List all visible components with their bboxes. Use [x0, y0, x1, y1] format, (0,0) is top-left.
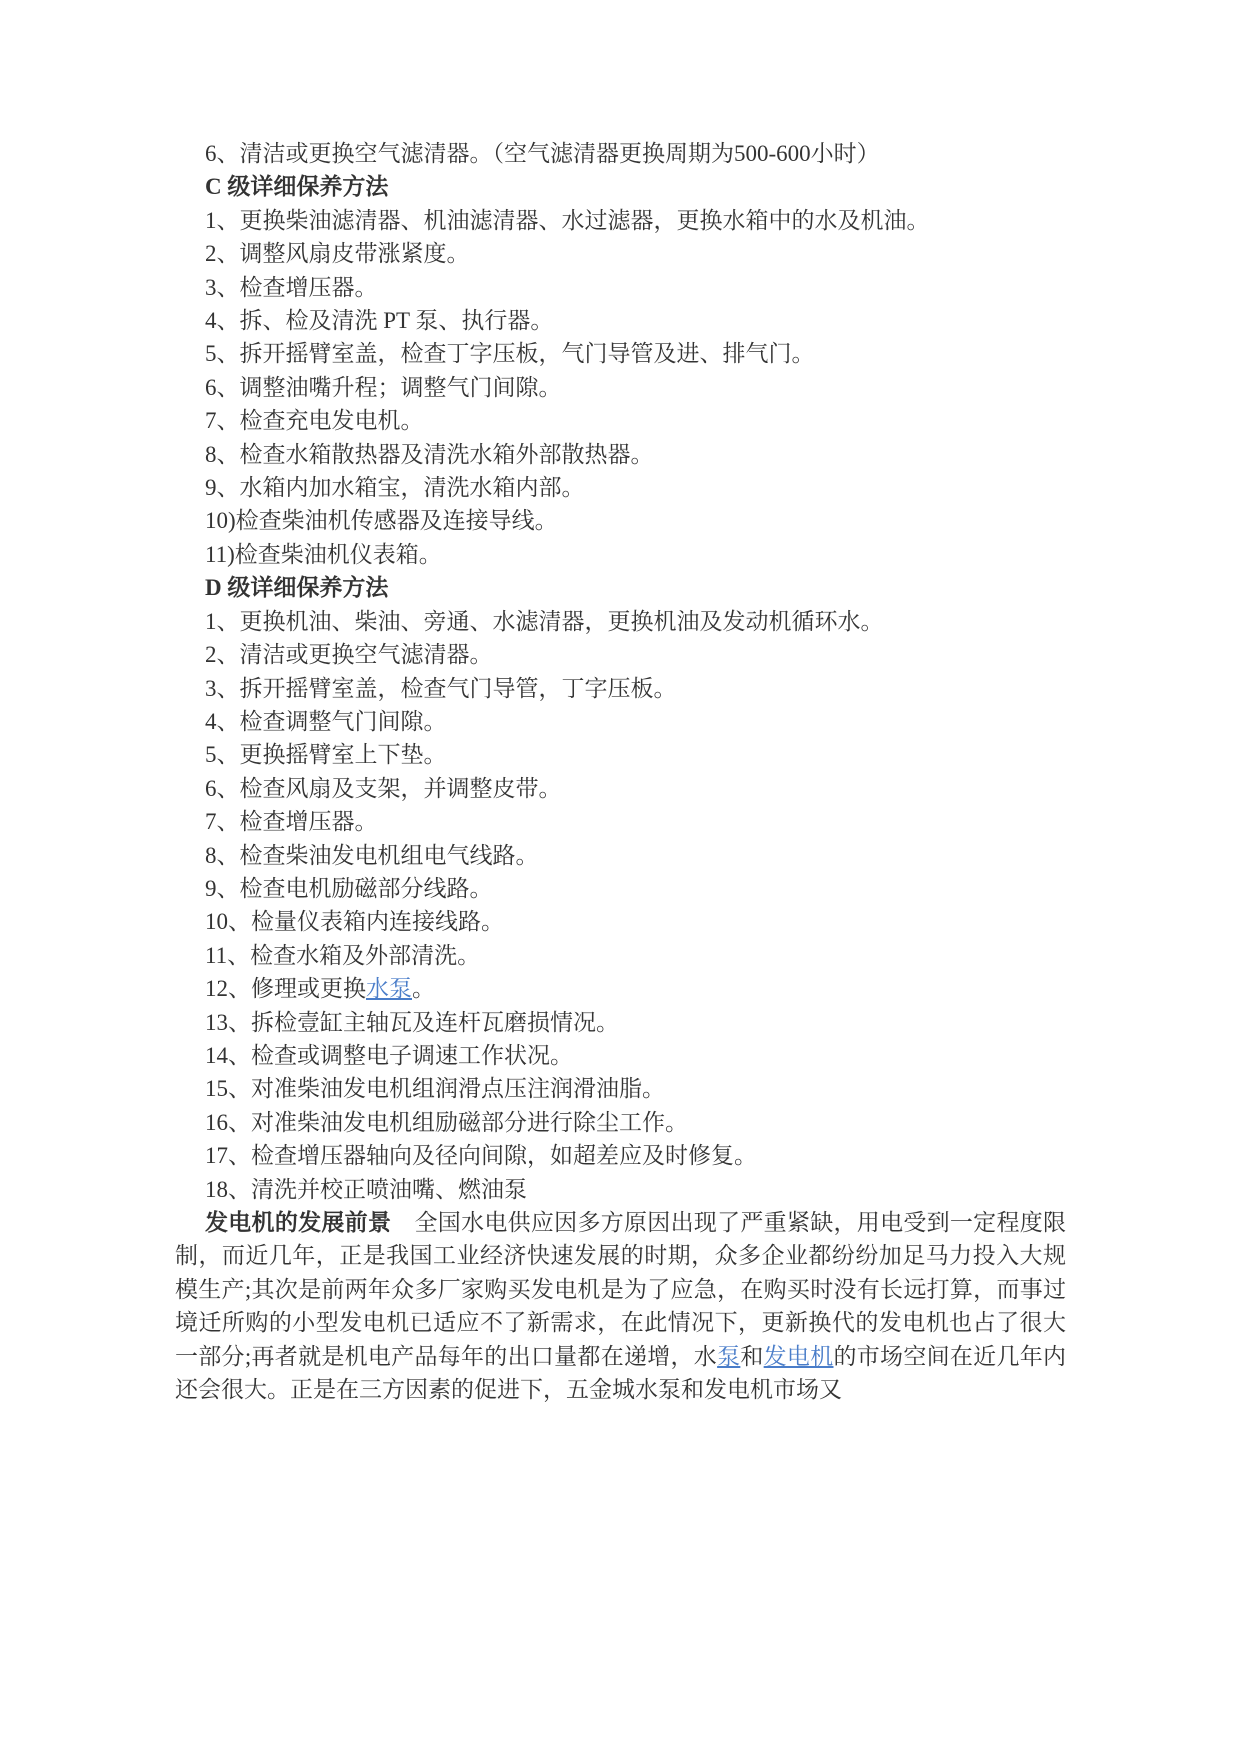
list-item — [205, 672, 1066, 705]
text-run: 2、清洁或更换空气滤清器。 — [205, 642, 493, 668]
text-run: 4、拆、检及清洗 PT 泵、执行器。 — [205, 308, 554, 334]
list-item — [205, 204, 1066, 237]
text-run: 12、修理或更换 — [205, 976, 366, 1002]
text-run: 18、清洗并校正喷油嘴、燃油泵 — [205, 1176, 527, 1202]
text-run: 4、检查调整气门间隙。 — [205, 708, 447, 734]
list-item — [205, 638, 1066, 671]
list-item — [205, 605, 1066, 638]
list-item — [205, 471, 1066, 504]
text-run: 2、调整风扇皮带涨紧度。 — [205, 241, 470, 267]
list-item — [205, 1106, 1066, 1139]
section-c-heading: C 级详细保养方法 — [205, 174, 389, 200]
text-run: 17、检查增压器轴向及径向间隙，如超差应及时修复。 — [205, 1143, 757, 1169]
text-run: 5、拆开摇臂室盖，检查丁字压板，气门导管及进、排气门。 — [205, 341, 815, 367]
list-item — [205, 337, 1066, 370]
text-run: 9、水箱内加水箱宝，清洗水箱内部。 — [205, 475, 585, 501]
text-run: 6、调整油嘴升程；调整气门间隙。 — [205, 374, 562, 400]
text-run: 10、检量仪表箱内连接线路。 — [205, 909, 504, 935]
list-item — [205, 805, 1066, 838]
text-run: 14、检查或调整电子调速工作状况。 — [205, 1042, 573, 1068]
paragraph-body — [175, 1210, 1066, 1402]
text-run: 7、检查增压器。 — [205, 809, 378, 835]
list-item — [205, 237, 1066, 270]
hyperlink[interactable]: 水泵 — [366, 976, 412, 1002]
list-item — [205, 404, 1066, 437]
text-run: 1、更换柴油滤清器、机油滤清器、水过滤器，更换水箱中的水及机油。 — [205, 207, 930, 233]
text-run: 11、检查水箱及外部清洗。 — [205, 942, 481, 968]
list-item — [205, 1072, 1066, 1105]
text-run: 1、更换机油、柴油、旁通、水滤清器，更换机油及发动机循环水。 — [205, 608, 884, 634]
list-item — [205, 371, 1066, 404]
paragraph-lead: 发电机的发展前景 — [205, 1210, 392, 1235]
list-item — [205, 1006, 1066, 1039]
section-c-items — [175, 204, 1066, 571]
text-run: 11)检查柴油机仪表箱。 — [205, 541, 442, 567]
closing-paragraph — [175, 1206, 1066, 1406]
list-item — [205, 939, 1066, 972]
list-item — [205, 538, 1066, 571]
list-item — [205, 1039, 1066, 1072]
text-run: 的市场空间在近几年内还会很大。正是在三方因素的促进下，五金城水泵和发电机市场又 — [175, 1343, 1067, 1403]
list-item — [205, 839, 1066, 872]
text-run: 3、拆开摇臂室盖，检查气门导管，丁字压板。 — [205, 675, 677, 701]
hyperlink[interactable]: 发电机 — [763, 1343, 834, 1369]
text-run: 5、更换摇臂室上下垫。 — [205, 742, 447, 768]
list-item — [205, 1173, 1066, 1206]
hyperlink[interactable]: 泵 — [717, 1343, 741, 1369]
text-run: 。 — [412, 976, 435, 1002]
list-item — [205, 905, 1066, 938]
text-run: 13、拆检壹缸主轴瓦及连杆瓦磨损情况。 — [205, 1009, 619, 1035]
list-item — [205, 438, 1066, 471]
section-d-heading: D 级详细保养方法 — [205, 575, 389, 601]
text-run: 8、检查水箱散热器及清洗水箱外部散热器。 — [205, 441, 654, 467]
text-run: 3、检查增压器。 — [205, 274, 378, 300]
text-run: 8、检查柴油发电机组电气线路。 — [205, 842, 539, 868]
text-run: 9、检查电机励磁部分线路。 — [205, 875, 493, 901]
list-item — [205, 705, 1066, 738]
list-item — [205, 137, 1066, 170]
list-item — [205, 1139, 1066, 1172]
text-run: 16、对准柴油发电机组励磁部分进行除尘工作。 — [205, 1109, 688, 1135]
text-run: 6、清洁或更换空气滤清器。（空气滤清器更换周期为500-600小时） — [205, 141, 880, 166]
list-item — [205, 271, 1066, 304]
text-run: 7、检查充电发电机。 — [205, 408, 424, 434]
text-run: 全国水电供应因多方原因出现了严重紧缺，用电受到一定程度限制，而近几年，正是我国工业经济快速发展的时期，众多企业都纷纷加足马力投入大规模生产;其次是前两年众多厂家购买发电机是为了应急，在购买时没有长远打算，而事过境迁所购的小型发电机已适应不了新需求，在此情况下，更新换代的发电机也占了很大一部分;再者就是机电产品每年的出口量都在递增，水 — [175, 1210, 1067, 1369]
list-item — [205, 504, 1066, 537]
list-item — [205, 738, 1066, 771]
list-item — [205, 772, 1066, 805]
list-item — [205, 872, 1066, 905]
list-item — [205, 304, 1066, 337]
text-run: 6、检查风扇及支架，并调整皮带。 — [205, 775, 562, 801]
section-d-items — [175, 605, 1066, 1206]
text-run: 15、对准柴油发电机组润滑点压注润滑油脂。 — [205, 1076, 665, 1102]
text-run: 10)检查柴油机传感器及连接导线。 — [205, 508, 558, 534]
text-run: 和 — [740, 1343, 764, 1369]
list-item — [205, 972, 1066, 1005]
